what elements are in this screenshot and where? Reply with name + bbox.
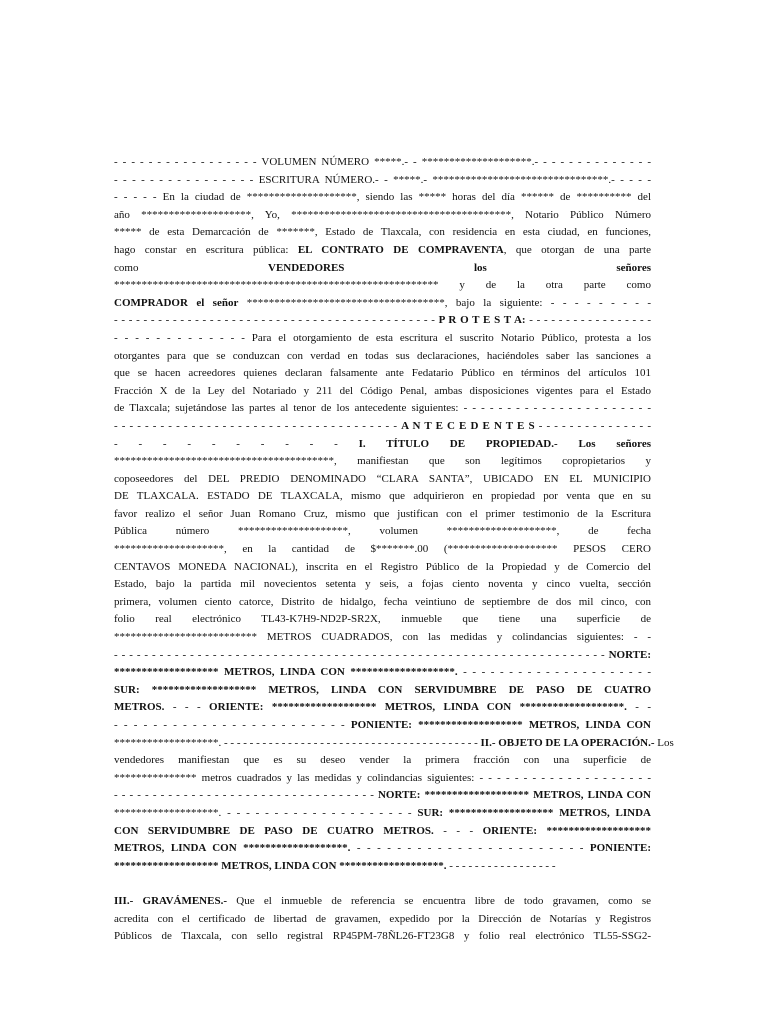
line-demarcacion: ***** de esta Demarcación de *******, Estado de Tlaxcala, con residencia en esta ciudad, en funciones,: [114, 226, 651, 239]
text-hago-constar: hago constar en escritura pública:: [114, 243, 298, 256]
line-titulo-1: ****************************************, manifiestan que son legítimos copropietarios y: [114, 455, 651, 468]
line-poniente-2-linda: [114, 858, 651, 876]
text-dashes: - - - - - - - - - -: [114, 437, 359, 450]
label-sur: SUR: ******************* METROS, LINDA: [417, 806, 652, 819]
text-dashes: - - -: [164, 701, 210, 714]
text-dashes: - - - - - - - - - - - - - - - - -: [446, 859, 556, 872]
text-metros-linda: ******************* METROS, LINDA CON *******************.: [114, 859, 447, 872]
text-dashes: - - - - - - - - - - - - - - - - - - - - - - - - - - - - - - - - - -: [114, 789, 378, 802]
line-sur-1: SUR: ******************* METROS, LINDA CON SERVIDUMBRE DE PASO DE CUATRO: [114, 683, 651, 696]
line-protesta-5: de Tlaxcala; sujetándose las partes al tenor de los antecedente siguientes: - - - - - - - - - - - - - - - - - - - - - -: [114, 402, 651, 415]
label-comprador: COMPRADOR el señor: [114, 296, 239, 309]
text-linda-end: *******************.: [114, 736, 222, 749]
label-senores: señores: [616, 261, 652, 274]
line-volumen: - - - - - - - - - - - - - - - - - VOLUMEN NÚMERO *****.- - ********************.- - - - - - - - - - - - - -: [114, 156, 651, 168]
line-objeto-1: vendedores manifiestan que es su deseo vender la primera fracción con una superficie de: [114, 754, 651, 767]
text-comprador-tail: ************************************, bajo la siguiente: - - - - - - - - -: [238, 296, 651, 309]
line-gravamenes-3: Públicos de Tlaxcala, con sello registral RP45PM-78ÑL26-FT23G8 y folio real electrónico TL55-SSG2-: [114, 930, 651, 943]
text-linda-con: ******************* METROS, LINDA CON *******************.: [114, 666, 458, 679]
text-dashes: - - - - - - - - - - - - - - - - - - - - - - - - - - - - - - - - - - - - - - - - - - - -: [114, 314, 439, 327]
text-dashes: - -: [626, 701, 652, 714]
line-titulo-10: folio real electrónico TL43-K7H9-ND2P-SR2X, inmueble que tiene una superficie de: [114, 613, 651, 626]
line-titulo-6: ********************, en la cantidad de $*******.00 (******************** PESOS CERO: [114, 543, 651, 556]
text-dashes: - - - - - - - - - - - - - - - - - - - - - - -: [350, 842, 590, 855]
line-notario: año ********************, Yo, ****************************************, Notario Público Número: [114, 208, 651, 221]
line-norte-1: [114, 647, 651, 665]
line-gravamenes-2: acredita con el certificado de libertad de gravamen, expedido por la Dirección de Notarías y Registros: [114, 912, 651, 925]
text-dashes: - - - - - - - - - - - - - - - - -: [525, 314, 651, 327]
label-los: los: [473, 261, 487, 274]
line-titulo-4: favor realizo el señor Juan Romano Cruz, mismo que justifican con el primer testimonio de la Escritura: [114, 507, 651, 520]
text-los: Los: [654, 736, 674, 749]
heading-protesta: P R O T E S T A:: [438, 314, 526, 327]
text-como: como: [114, 261, 268, 274]
line-otra-parte: *********************************************************** y de la otra parte como: [114, 279, 651, 292]
line-titulo-7: CENTAVOS MONEDA NACIONAL), inscrita en el Registro Público de la Propiedad y de Comercio del: [114, 560, 651, 573]
text-gravamenes-1: Que el inmueble de referencia se encuentra libre de todo gravamen, como se: [227, 894, 652, 907]
line-antecedentes-heading: [114, 418, 651, 436]
line-titulo-3: DE TLAXCALA. ESTADO DE TLAXCALA, mismo que adquirieron en propiedad por venta que en su: [114, 490, 651, 503]
line-titulo: [114, 436, 651, 454]
label-vendedores: VENDEDORES: [268, 261, 345, 274]
text-dashes: - - - - - - - - - - - - - - - - - - - - - - - -: [114, 719, 351, 731]
line-escritura-publica: [114, 242, 651, 260]
line-ciudad: - - - - - En la ciudad de ********************, siendo las ***** horas del día ****** de ********** del: [114, 191, 651, 204]
line-protesta-3: que se hacen acreedores quienes declaran falsamente ante Fedatario Público en términos del artículos 101: [114, 367, 651, 380]
heading-objeto-operacion: II.- OBJETO DE LA OPERACIÓN.-: [480, 736, 655, 749]
text-dashes: - - - - - - - - - - - - - - - - - - - -: [221, 806, 418, 819]
label-oriente: ORIENTE: *******************: [482, 824, 651, 837]
line-norte-2: [114, 787, 651, 805]
line-poniente-1: [114, 717, 651, 735]
line-titulo-11: ************************** METROS CUADRADOS, con las medidas y colindancias siguientes: - -: [114, 631, 651, 644]
line-objeto: *******************. - - - - - - - - - - - - - - - - - - - - - - - - - - - - - - - - - - - - - - - - II.- OBJETO DE LA OPERACIÓN.- Los: [114, 736, 674, 749]
paragraph-gap: [114, 875, 651, 893]
text-linda-end: *******************.: [114, 806, 222, 819]
title-contrato: EL CONTRATO DE COMPRAVENTA: [297, 243, 504, 256]
label-poniente: PONIENTE:: [589, 842, 651, 855]
text-metros: METROS.: [114, 701, 165, 714]
text-dashes: - - - - - - - - - - - - - - - - - - - - - - - - - - - - - - - - - - - - -: [114, 419, 402, 432]
text-dashes: - - -: [433, 824, 483, 837]
line-titulo-9: primera, volumen ciento catorce, Distrito de hidalgo, fecha veintiuno de septiembre de dos mil cinco, con: [114, 595, 651, 608]
label-poniente: PONIENTE: ******************* METROS, LINDA CON: [350, 719, 651, 731]
line-objeto-2: *************** metros cuadrados y las medidas y colindancias siguientes: - - - - - - - - - - - - - - - - - - - -: [114, 771, 651, 784]
line-titulo-8: Estado, bajo la partida mil novecientos setenta y seis, a fojas ciento noventa y cinco vuelta, sección: [114, 578, 651, 591]
line-titulo-5: Pública número ********************, volumen ********************, de fecha: [114, 525, 651, 538]
text-servidumbre: CON SERVIDUMBRE DE PASO DE CUATRO METROS.: [114, 824, 434, 837]
label-norte: NORTE:: [608, 648, 651, 661]
line-oriente-2: [114, 823, 651, 841]
text-dashes: - - - - - - - - - - - - - - -: [534, 419, 651, 432]
line-protesta-heading: [114, 312, 651, 330]
line-vendedores: [114, 260, 651, 278]
label-oriente: ORIENTE: ******************* METROS, LINDA CON *******************.: [209, 701, 627, 714]
text-dashes: - - - - - - - - - - - - - - - - - - - - - - - - - - - - - - - - - - - - - - - - - - - - - - - - - - - - - - - - - - - - - - - - -: [114, 648, 609, 661]
text-dashes: - - - - - - - - - - - - - - - - - - - - - -: [221, 736, 366, 749]
heading-antecedentes: A N T E C E D E N T E S: [401, 419, 535, 432]
label-norte: NORTE: ******************* METROS, LINDA CON: [377, 789, 651, 802]
text-metros-linda: METROS, LINDA CON *******************.: [114, 842, 351, 855]
line-escritura: - - - - - - - - - - - - - - - - ESCRITURA NÚMERO.- - *****.- ********************************.- - - - -: [114, 173, 651, 186]
line-comprador: [114, 295, 651, 313]
heading-gravamenes: III.- GRAVÁMENES.-: [114, 894, 227, 907]
line-norte-1-linda: [114, 664, 651, 682]
line-protesta-4: Fracción X de la Ley del Notariado y 211 del Código Penal, ambas disposiciones vigentes para el Estado: [114, 384, 651, 397]
line-protesta-1: - - - - - - - - - - - - - Para el otorgamiento de esta escritura el suscrito Notario Público, protesta a los: [114, 331, 651, 344]
line-oriente-1: [114, 699, 651, 717]
text-dashes: - - - - - - - - - - - - - - - - - - - - -: [457, 666, 651, 679]
document-body: [114, 154, 674, 946]
line-titulo-2: coposeedores del DEL PREDIO DENOMINADO “CLARA SANTA”, UBICADO EN EL MUNICIPIO: [114, 472, 651, 485]
heading-titulo-propiedad: I. TÍTULO DE PROPIEDAD.- Los señores: [358, 437, 651, 450]
line-protesta-2: otorgantes para que se conduzcan con verdad en todas sus declaraciones, haciéndoles saber las sanciones a: [114, 349, 651, 362]
line-poniente-2: [114, 840, 651, 858]
text-contrato-tail: , que otorgan de una parte: [503, 243, 651, 256]
line-sur-2: [114, 805, 651, 823]
line-gravamenes: [114, 893, 651, 911]
